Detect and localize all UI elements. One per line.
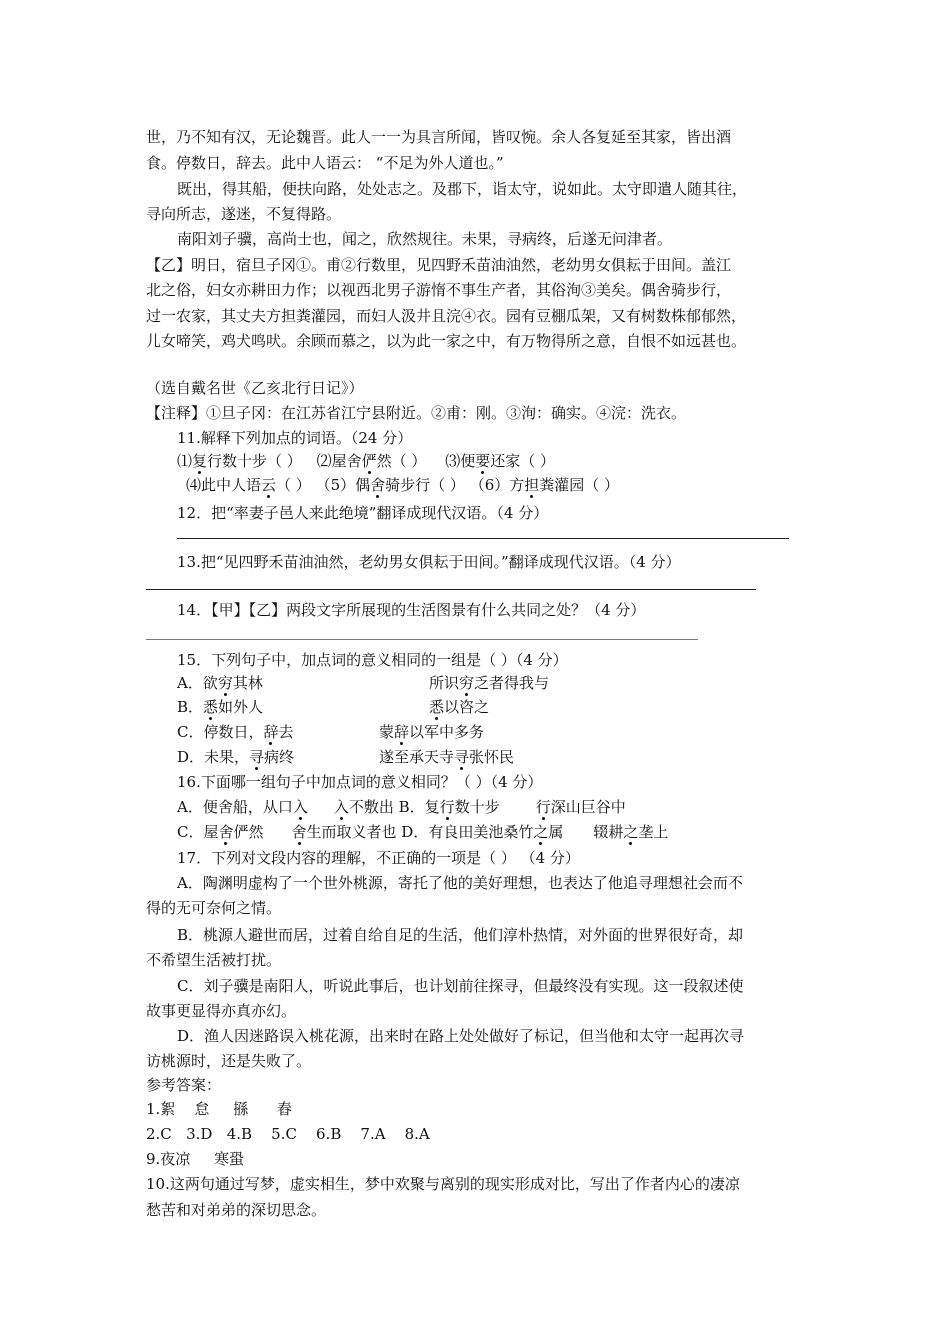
answer-line: [146, 639, 698, 640]
option-text: 遂至承天寺: [379, 748, 455, 766]
question-17-option-line: B．桃源人避世而居，过着自给自足的生活，他们淳朴热情，对外面的世界很好奇，却: [177, 926, 744, 944]
option-text: 张怀民: [469, 748, 515, 766]
question-15-option-a: [177, 673, 263, 693]
answers-title: 参考答案：: [146, 1076, 222, 1094]
dotted-word: 悉: [429, 698, 445, 716]
question-17-option-line: 得的无可奈何之情。: [146, 899, 282, 917]
question-17-option-line: 访桃源时，还是失败了。: [146, 1052, 312, 1070]
option-text: 其林: [232, 674, 263, 692]
option-text: 病终: [264, 748, 295, 766]
option-text: D．未果，: [177, 748, 250, 766]
option-text: 所识: [429, 674, 460, 692]
option-text: 深山巨谷中: [550, 798, 626, 816]
annotation-notes: 【注释】①旦子冈：在江苏省江宁县附近。②甫：刚。③洵：确实。④浣：洗衣。: [146, 404, 687, 422]
option-text: 以军中多务: [409, 723, 485, 741]
passage-jia-line: 寻向所志，遂迷，不复得路。: [146, 205, 342, 223]
option-text: 属: [548, 823, 564, 841]
item-prefix: ⑵屋舍: [316, 452, 362, 470]
source-citation: （选自戴名世《乙亥北行日记》）: [146, 379, 364, 397]
question-16-row-1: [177, 797, 626, 817]
dotted-word: 寻: [454, 748, 470, 766]
dotted-word: 辞: [263, 723, 279, 741]
dotted-word: 舍: [370, 476, 386, 494]
dotted-word: 要: [475, 452, 491, 470]
dotted-word: 俨: [361, 452, 377, 470]
question-17-option-line: 不希望生活被打扰。: [146, 951, 282, 969]
dotted-word: 之: [533, 823, 549, 841]
question-16-stem: 16.下面哪一组句子中加点词的意义相同？（ ）（4 分）: [177, 773, 543, 791]
item-prefix: ⑴: [177, 452, 193, 470]
option-text: 垄上: [638, 823, 669, 841]
answer-1: 1.絮 怠 搎 舂: [146, 1100, 292, 1118]
dotted-word: 穷: [217, 674, 233, 692]
passage-jia-line: 南阳刘子骥，高尚士也，闻之，欣然规往。未果，寻病终，后遂无问津者。: [177, 230, 673, 248]
item-text: 还家（ ）: [490, 452, 555, 470]
question-15-option-a-pair: [429, 673, 549, 693]
question-17-option-line: D．渔人因迷路误入桃花源，出来时在路上处处做好了标记，但当他和太守一起再次寻: [177, 1027, 745, 1045]
question-15-option-b: [177, 697, 263, 717]
item-text: （ ）: [276, 476, 311, 494]
question-14-stem: 14．【甲】【乙】两段文字所展现的生活图景有什么共同之处？（4 分）: [177, 601, 646, 619]
item-prefix: ⑷此中人语: [186, 476, 262, 494]
answer-10-line: 愁苦和对弟弟的深切思念。: [146, 1201, 327, 1219]
option-text: 以咨之: [444, 698, 490, 716]
question-17-option-line: 故事更显得亦真亦幻。: [146, 1002, 297, 1020]
question-11-row-1: [177, 451, 555, 471]
answer-10-line: 10.这两句通过写梦，虚实相生，梦中欢聚与离别的现实形成对比，写出了作者内心的凄凉: [146, 1175, 740, 1193]
question-15-stem: 15．下列句子中，加点词的意义相同的一组是（ ）（4 分）: [177, 651, 568, 669]
answer-9: 9.夜凉 寒蛩: [146, 1150, 245, 1168]
dotted-word: 辞: [394, 723, 410, 741]
option-text: 俨然: [233, 823, 264, 841]
dotted-word: 之: [623, 823, 639, 841]
item-text: 行数十步（ ）: [207, 452, 302, 470]
dotted-word: 行: [535, 798, 551, 816]
option-text: 如外人: [218, 698, 264, 716]
passage-yi-line: 【乙】明日，宿旦子冈①。甫②行数里，见四野禾苗油油然，老幼男女俱耘于田间。盖江: [146, 256, 732, 274]
dotted-word: 云: [261, 476, 277, 494]
item-prefix: （6）方: [469, 476, 525, 494]
answer-line: [177, 538, 789, 539]
passage-yi-line: 儿女啼笑，鸡犬鸣吠。余顾而慕之，以为此一家之中，有万物得所之意，自恨不如远甚也。: [146, 332, 747, 350]
option-text: 生而取义者也 D．有良田美池桑竹: [306, 823, 534, 841]
option-text: C．屋: [177, 823, 219, 841]
question-11-row-2: [186, 475, 619, 495]
question-11-stem: 11.解释下列加点的词语。（24 分）: [177, 429, 413, 447]
option-text: 辍耕: [593, 823, 624, 841]
dotted-word: 入: [333, 798, 349, 816]
option-text: 蒙: [379, 723, 395, 741]
question-17-option-line: C．刘子骥是南阳人，听说此事后，也计划前往探寻，但最终没有实现。这一段叙述使: [177, 977, 744, 995]
passage-yi-line: 过一农家，其丈夫方担粪灌园，而妇人汲井且浣④衣。园有豆棚瓜架，又有树数株郁郁然，: [146, 307, 747, 325]
dotted-word: 入: [292, 798, 308, 816]
question-12-stem: 12．把“率妻子邑人来此绝境”翻译成现代汉语。（4 分）: [177, 504, 549, 522]
dotted-word: 穷: [459, 674, 475, 692]
question-15-option-d-pair: [379, 747, 514, 767]
question-16-row-2: [177, 822, 668, 842]
question-13-stem: 13.把“见四野禾苗油油然，老幼男女俱耘于田间。”翻译成现代汉语。（4 分）: [177, 553, 681, 571]
passage-jia-line: 世，乃不知有汉，无论魏晋。此人一一为具言所闻，皆叹惋。余人各复延至其家，皆出酒: [146, 128, 732, 146]
dotted-word: 复: [192, 452, 208, 470]
question-15-option-c-pair: [379, 722, 484, 742]
dotted-word: 行: [439, 798, 455, 816]
item-prefix: （5）偶: [315, 476, 371, 494]
option-text: 不敷出 B．复: [348, 798, 440, 816]
answer-line: [146, 589, 756, 590]
dotted-word: 悉: [203, 698, 219, 716]
answer-2-8: 2.C 3.D 4.B 5.C 6.B 7.A 8.A: [146, 1125, 430, 1143]
option-text: 乏者得我与: [474, 674, 550, 692]
dotted-word: 担: [524, 476, 540, 494]
option-text: C．停数日，: [177, 723, 264, 741]
option-text: A．便舍船，从口: [177, 798, 293, 816]
question-17-stem: 17．下列对文段内容的理解，不正确的一项是（ ） （4 分）: [177, 849, 580, 867]
passage-yi-line: 北之俗，妇女亦耕田力作；以视西北男子游惰不事生产者，其俗洵③美矣。偶舍骑步行，: [146, 281, 732, 299]
item-text: 粪灌园（ ）: [539, 476, 620, 494]
passage-jia-line: 既出，得其船，便扶向路，处处志之。及郡下，诣太守，说如此。太守即遣人随其往，: [177, 180, 748, 198]
dotted-word: 寻: [249, 748, 265, 766]
question-15-option-c: [177, 722, 294, 742]
question-15-option-d: [177, 747, 294, 767]
dotted-word: 舍: [291, 823, 307, 841]
option-text: 去: [278, 723, 294, 741]
item-prefix: ⑶便: [445, 452, 476, 470]
item-text: 骑步行（ ）: [385, 476, 465, 494]
option-text: 数十步: [454, 798, 500, 816]
dotted-word: 舍: [218, 823, 234, 841]
option-text: A．欲: [177, 674, 218, 692]
question-15-option-b-pair: [429, 697, 489, 717]
question-17-option-line: A．陶渊明虚构了一个世外桃源，寄托了他的美好理想，也表达了他追寻理想社会而不: [177, 874, 743, 892]
passage-jia-line: 食。停数日，辞去。此中人语云： “不足为外人道也。”: [146, 154, 504, 172]
option-text: B．: [177, 698, 204, 716]
item-text: 然（ ）: [376, 452, 427, 470]
